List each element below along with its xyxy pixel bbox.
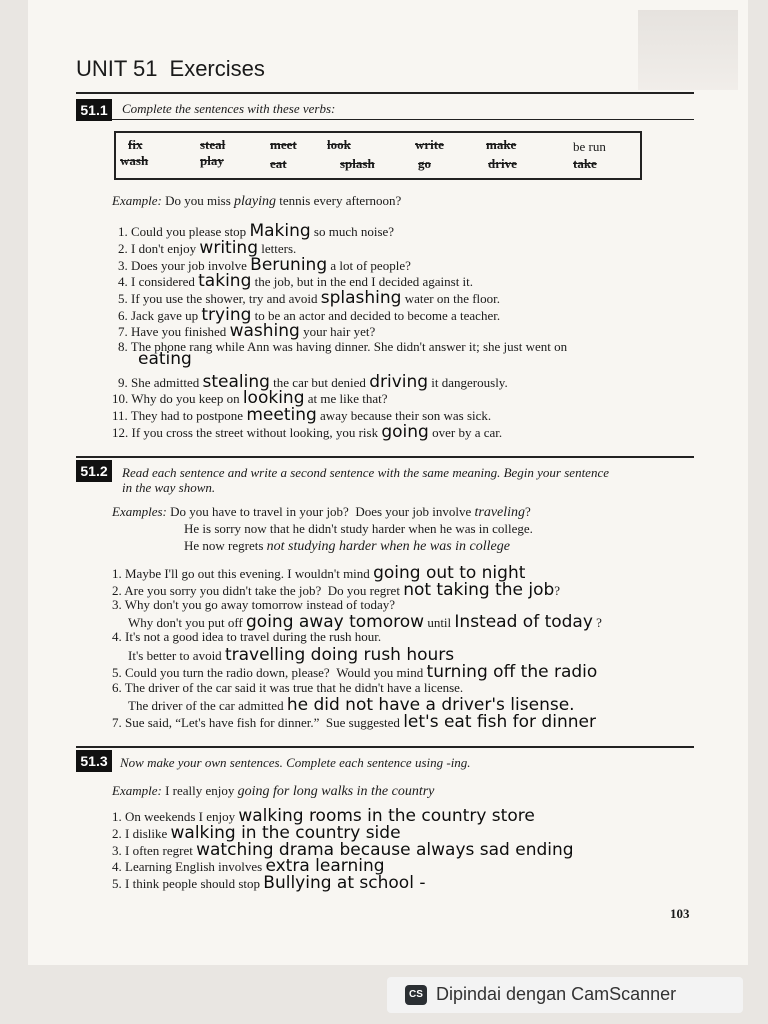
answer: Instead of today: [454, 612, 593, 632]
answer: going out to night: [373, 563, 526, 583]
exercise-item: 7. Have you finished washing your hair yet?: [118, 321, 376, 341]
exercise-item: 3. Does your job involve Beruning a lot of people?: [118, 255, 411, 275]
answer: taking: [198, 271, 252, 291]
verb: fix: [128, 137, 143, 152]
scanner-caption: Dipindai dengan CamScanner: [436, 984, 677, 1004]
answer: looking: [242, 388, 305, 408]
answer: walking rooms in the country store: [238, 806, 535, 826]
answer: extra learning: [265, 856, 385, 876]
answer: driving: [369, 372, 429, 392]
exercise-item: 3. Why don't you go away tomorrow instead of today?: [112, 597, 395, 612]
section-number-51-1: 51.1: [76, 99, 112, 121]
exercise-item: 7. Sue said, “Let's have fish for dinner.” Sue suggested let's eat fish for dinner: [112, 712, 596, 732]
exercise-item: 12. If you cross the street without looking, you risk going over by a car.: [112, 422, 503, 442]
answer: let's eat fish for dinner: [403, 712, 596, 732]
example-answer: not studying harder when he was in college: [266, 539, 510, 554]
exercise-item: 11. They had to postpone meeting away because their son was sick.: [112, 405, 492, 425]
page-number: 103: [670, 906, 690, 921]
exercise-item: 1. Maybe I'll go out this evening. I wouldn't mind going out to night: [112, 563, 526, 583]
exercise-item: Why don't you put off going away tomorow until Instead of today ?: [128, 612, 602, 632]
exercise-item: 4. Learning English involves extra learning: [112, 856, 385, 876]
answer: stealing: [202, 372, 270, 392]
section-instruction: Complete the sentences with these verbs:: [122, 101, 336, 116]
verb: eat: [270, 156, 287, 171]
verb: go: [418, 156, 431, 171]
example-sentence: He now regrets not studying harder when he was in college: [184, 538, 510, 554]
verb: meet: [270, 137, 297, 152]
answer: he did not have a driver's lisense.: [286, 695, 575, 715]
example-answer: traveling: [474, 505, 526, 520]
exercise-item: 5. Could you turn the radio down, please? Would you mind turning off the radio: [112, 662, 598, 682]
example-sentence: Example: Do you miss playing tennis every afternoon?: [112, 193, 402, 209]
verb: be run: [573, 139, 606, 154]
exercise-item: 5. If you use the shower, try and avoid splashing water on the floor.: [118, 288, 501, 308]
example-answer: playing: [234, 194, 277, 209]
answer: meeting: [246, 405, 317, 425]
exercise-item: It's better to avoid travelling doing rush hours: [128, 645, 455, 665]
exercise-item: The driver of the car admitted he did not have a driver's lisense.: [128, 695, 575, 715]
answer: splashing: [320, 288, 402, 308]
answer: Making: [249, 221, 311, 241]
exercise-item: 2. Are you sorry you didn't take the job? Do you regret not taking the job?: [112, 580, 561, 600]
exercise-item: 2. I dislike walking in the country side: [112, 823, 401, 843]
verb: look: [327, 137, 351, 152]
section-number-51-2: 51.2: [76, 460, 112, 482]
show-through-shade: [638, 10, 738, 90]
answer: travelling doing rush hours: [224, 645, 455, 665]
example-sentence: Examples: Do you have to travel in your job? Does your job involve traveling?: [112, 504, 531, 520]
section-instruction: Now make your own sentences. Complete each sentence using -ing.: [120, 755, 471, 770]
answer: Beruning: [250, 255, 328, 275]
verb-box: [114, 131, 642, 180]
example-answer: going for long walks in the country: [237, 784, 435, 799]
verb: drive: [488, 156, 517, 171]
answer: eating: [138, 349, 192, 369]
answer: going away tomorow: [246, 612, 425, 632]
exercise-item: 9. She admitted stealing the car but denied driving it dangerously.: [118, 372, 508, 392]
answer: turning off the radio: [426, 662, 598, 682]
section-instruction: in the way shown.: [122, 480, 216, 495]
answer: trying: [201, 305, 252, 325]
answer: watching drama because always sad ending: [196, 840, 574, 860]
exercise-item: 1. On weekends I enjoy walking rooms in the country store: [112, 806, 535, 826]
section-instruction: Read each sentence and write a second sentence with the same meaning. Begin your sentence: [122, 465, 609, 480]
exercise-item: 6. Jack gave up trying to be an actor and decided to become a teacher.: [118, 305, 501, 325]
verb: play: [200, 153, 224, 168]
answer: Bullying at school -: [263, 873, 426, 893]
verb: wash: [120, 153, 149, 168]
verb: write: [415, 137, 444, 152]
verb: make: [486, 137, 517, 152]
exercise-item: 1. Could you please stop Making so much noise?: [118, 221, 395, 241]
section-rule: [76, 746, 694, 748]
section-rule: [76, 456, 694, 458]
exercise-item: 5. I think people should stop Bullying at school -: [112, 873, 426, 893]
answer: not taking the job: [403, 580, 555, 600]
exercise-item: 4. I considered taking the job, but in the end I decided against it.: [118, 271, 474, 291]
answer: writing: [199, 238, 258, 258]
exercise-item: 3. I often regret watching drama because always sad ending: [112, 840, 574, 860]
example-sentence: He is sorry now that he didn't study harder when he was in college.: [184, 521, 533, 536]
exercise-item: 2. I don't enjoy writing letters.: [118, 238, 297, 258]
header-rule: [76, 92, 694, 94]
section-number-51-3: 51.3: [76, 750, 112, 772]
verb: steal: [200, 137, 226, 152]
answer: walking in the country side: [170, 823, 401, 843]
exercise-item: 6. The driver of the car said it was true that he didn't have a license.: [112, 680, 464, 695]
verb: splash: [340, 156, 375, 171]
unit-title: UNIT 51 Exercises: [76, 56, 265, 81]
verb: take: [573, 156, 597, 171]
camscanner-logo-icon: CS: [405, 985, 427, 1005]
answer: washing: [229, 321, 300, 341]
answer: going: [381, 422, 429, 442]
example-sentence: Example: I really enjoy going for long walks in the country: [112, 783, 435, 799]
section-rule: [112, 119, 694, 120]
exercise-item: 10. Why do you keep on looking at me like that?: [112, 388, 388, 408]
exercise-item: 8. The phone rang while Ann was having dinner. She didn't answer it; she just went on: [118, 339, 568, 354]
exercise-item: 4. It's not a good idea to travel during the rush hour.: [112, 629, 382, 644]
